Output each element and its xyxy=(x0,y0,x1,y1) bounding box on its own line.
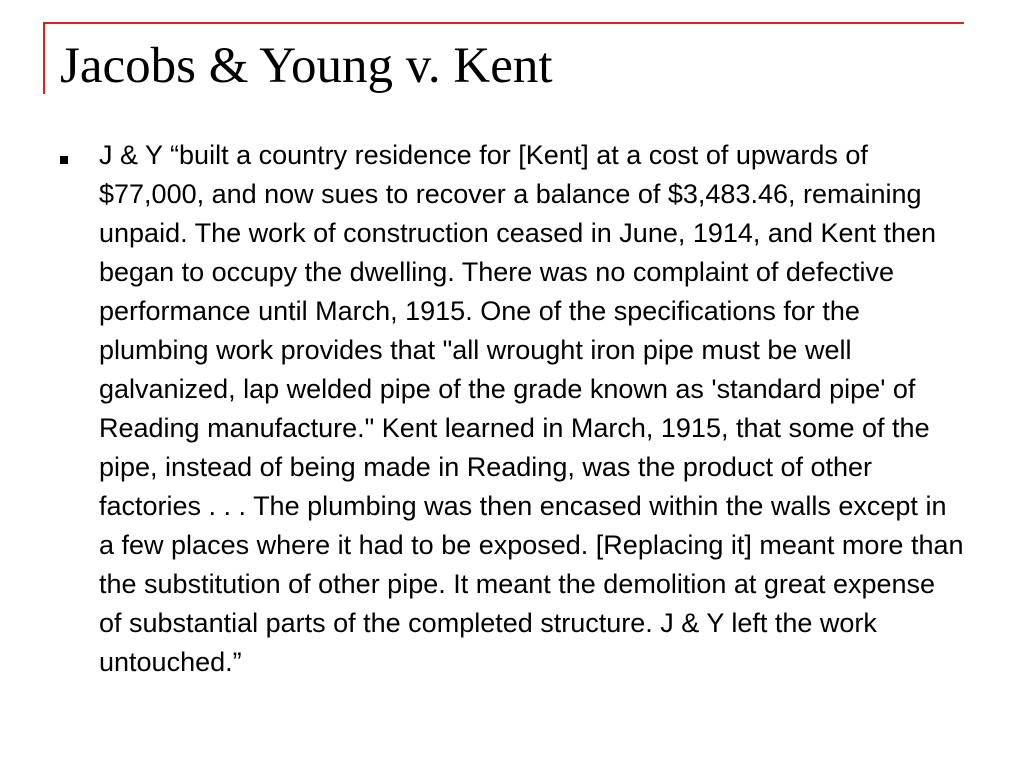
bullet-list xyxy=(60,136,965,682)
bullet-text: J & Y “built a country residence for [Kent] at a cost of upwards of $77,000, and now sues to recover a balance of $3,483.46, remaining unpaid. The work of construction ceased in June, 1914, and Kent then began to occupy the dwelling. There was no complaint of defective performance until March, 1915. One of the specifications for the plumbing work provides that "all wrought iron pipe must be well galvanized, lap welded pipe of the grade known as 'standard pipe' of Reading manufacture." Kent learned in March, 1915, that some of the pipe, instead of being made in Reading, was the product of other factories . . . The plumbing was then encased within the walls except in a few places where it had to be exposed. [Replacing it] meant more than the substitution of other pipe. It meant the demolition at great expense of substantial parts of the completed structure. J & Y left the work untouched.” xyxy=(99,140,964,677)
title-accent-line-left xyxy=(43,22,45,94)
title-accent-line-top xyxy=(43,22,964,24)
slide-title: Jacobs & Young v. Kent xyxy=(60,38,553,94)
bullet-item xyxy=(60,136,965,682)
square-bullet-icon xyxy=(60,156,68,164)
